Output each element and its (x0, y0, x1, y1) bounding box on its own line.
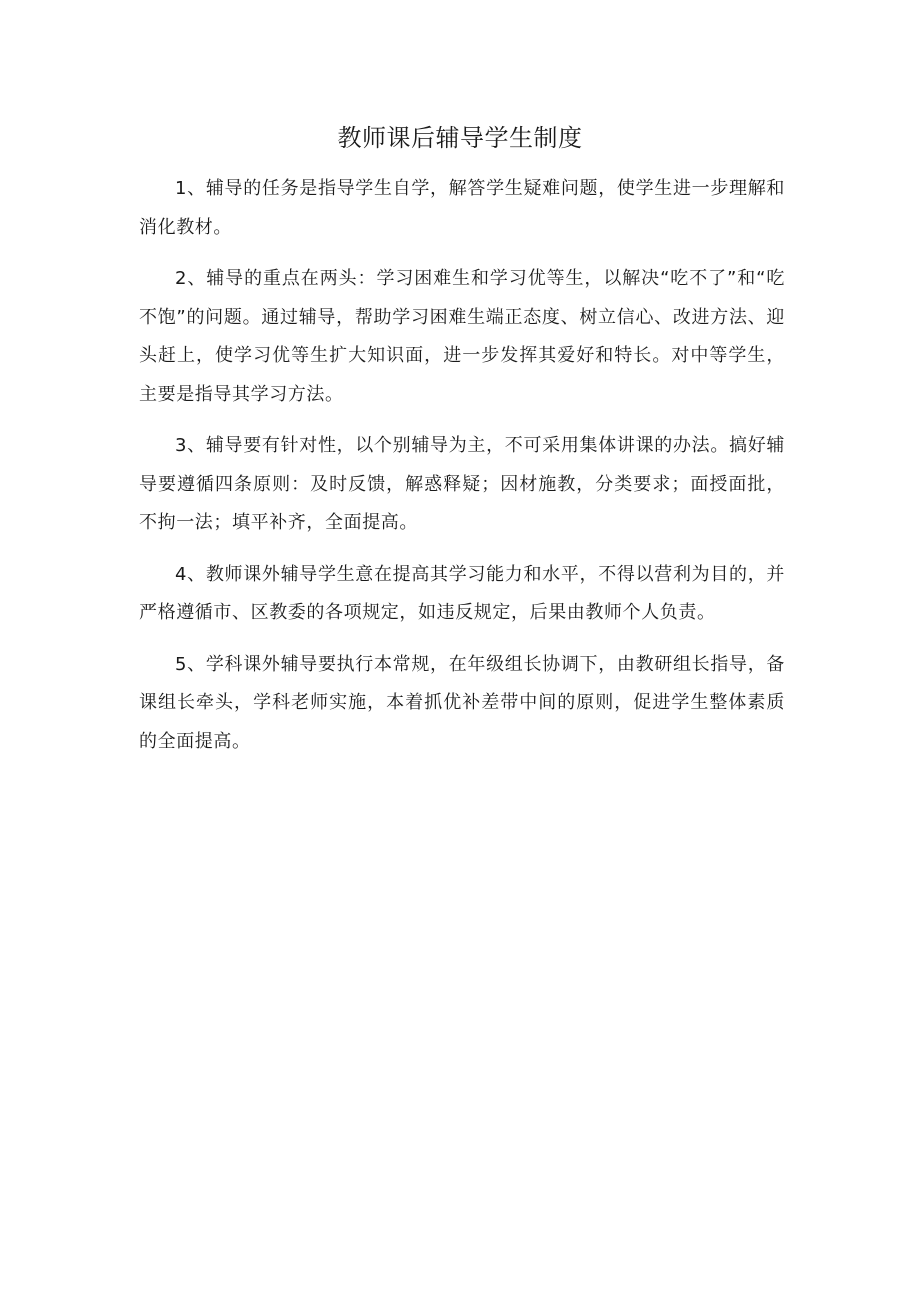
paragraph-5: 5、学科课外辅导要执行本常规，在年级组长协调下，由教研组长指导，备课组长牵头，学科老师实施，本着抓优补差带中间的原则，促进学生整体素质的全面提高。 (139, 653, 785, 752)
document-title: 教师课后辅导学生制度 (337, 124, 583, 152)
paragraph-3: 3、辅导要有针对性，以个别辅导为主，不可采用集体讲课的办法。搞好辅导要遵循四条原则：及时反馈，解惑释疑；因材施教，分类要求；面授面批，不拘一法；填平补齐，全面提高。 (139, 435, 785, 533)
paragraph-2: 2、辅导的重点在两头：学习困难生和学习优等生，以解决“吃不了”和“吃不饱”的问题。通过辅导，帮助学习困难生端正态度、树立信心、改进方法、迎头赶上，使学习优等生扩大知识面，进一步发挥其爱好和特长。对中等学生，主要是指导其学习方法。 (139, 268, 785, 405)
paragraph-4: 4、教师课外辅导学生意在提高其学习能力和水平，不得以营利为目的，并严格遵循市、区教委的各项规定，如违反规定，后果由教师个人负责。 (139, 563, 785, 623)
document-body (139, 170, 785, 774)
paragraph-1: 1、辅导的任务是指导学生自学，解答学生疑难问题，使学生进一步理解和消化教材。 (139, 178, 785, 238)
